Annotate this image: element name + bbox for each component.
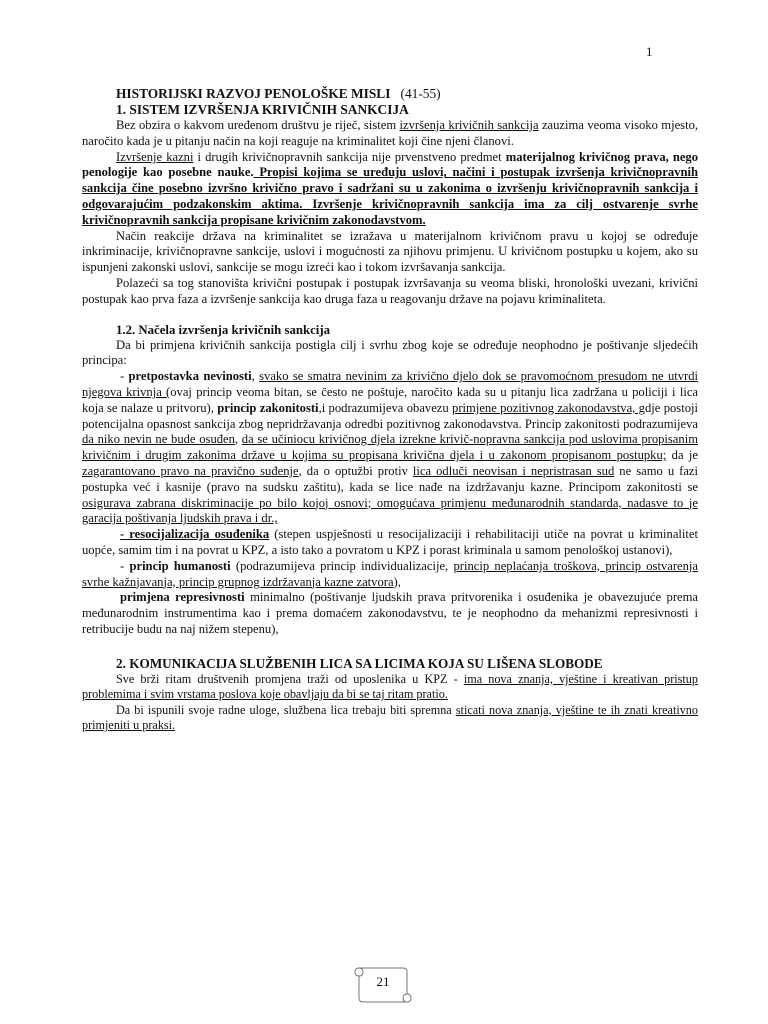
p6-underlined: ima nova znanja, vještine i kreativan pristup problemima i svim vrstama poslova koje obavljaju da bi se taj ritam pratio. — [82, 671, 698, 702]
title-text: HISTORIJSKI RAZVOJ PENOLOŠKE MISLI — [116, 86, 391, 101]
b1-bold-b: princip zakonitosti — [217, 400, 319, 415]
document-title — [82, 86, 698, 102]
b1-text-b: ovaj princip veoma bitan, se često ne poštuje, naročito kada su u pitanju lica zadržana u policiji i lica koja se nalaze u pritvoru), — [82, 384, 698, 415]
b2-text-a: (stepen uspješnosti u resocijalizaciji i rehabilitaciji utiče na povrat u kriminalitet uopće, samim tim i na povrat u KPZ, a isto tako a povratom u KPZ i porast kriminala u samom penološkoj ustanovi), — [82, 527, 699, 557]
bullet-repressiveness — [82, 590, 698, 637]
section-1-heading: 1. SISTEM IZVRŠENJA KRIVIČNIH SANKCIJA — [116, 102, 409, 117]
b1-text-e: , — [234, 432, 242, 447]
footer-scroll-ornament — [351, 962, 415, 1006]
section-1-2-heading: 1.2. Načela izvršenja krivičnih sankcija — [116, 322, 330, 337]
page-number-top: 1 — [646, 44, 653, 59]
section-2-heading: 2. KOMUNIKACIJA SLUŽBENIH LICA SA LICIMA KOJA SU LIŠENA SLOBODE — [116, 655, 603, 671]
p2-text-a: i drugih krivičnopravnih sankcija nije prvenstveno predmet — [193, 149, 506, 164]
b1-underlined-b: primjene pozitivnog zakonodavstva, g — [452, 400, 645, 415]
paragraph-6 — [82, 672, 698, 703]
b1-text-d: dje postoji potencijalna opasnost sankcija zbog nepridržavanja odredbi pozitivnog zakonodavstva. Princip zakonitosti podrazumijeva — [82, 400, 698, 431]
bullet-presumption-of-innocence — [82, 369, 698, 527]
p1-underlined: izvršenja krivičnih sankcija — [399, 118, 539, 132]
b1-text-h: ne samo u fazi postupka već i kasnije (pravo na sudsku zaštitu), kada se lice nađe na izdržavanju kazne. Principom zakonitosti se — [82, 463, 699, 494]
p1-text-b: zauzima veoma visoko mjesto, naročito kada je u pitanju način na koji reaguje na kriminalitet koji čine njeni članovi. — [82, 118, 699, 148]
paragraph-7 — [82, 703, 698, 734]
b1-underlined-a: svako se smatra nevinim za krivično djelo dok se pravomoćnom presudom ne utvrdi njegova krivnja ( — [82, 369, 699, 399]
b1-text-a: , — [251, 369, 260, 384]
title-page-range: (41-55) — [400, 86, 441, 101]
b1-underlined-e: zagarantovano pravo na pravično suđenje — [82, 463, 299, 478]
b3-bold: princip humanosti — [129, 558, 231, 573]
p7-underlined: sticati nova znanja, vještine te ih znati kreativno primjeniti u praksi. — [82, 702, 698, 733]
b3-underlined: princip neplaćanja troškova, princip ostvarenja svrhe kažnjavanja, princip grupnog izdržavanja kazne zatvora), — [82, 558, 699, 589]
b4-bold: primjena represivnosti — [120, 590, 245, 605]
bullet-humanity — [82, 559, 698, 591]
p2-bold: materijalnog krivičnog prava, nego penologije kao posebne nauke. — [82, 149, 699, 180]
paragraph-1 — [82, 118, 698, 150]
b1-underlined-f: lica odluči neovisan i nepristrasan sud — [412, 463, 615, 478]
b1-text-g: , da o optužbi protiv — [298, 463, 413, 478]
b1-text-c: ,i podrazumijeva obavezu — [318, 400, 453, 415]
b1-text-f: da je — [666, 448, 698, 463]
b1-underlined-g: osigurava zabrana diskriminacije po bilo kojoj osnovi; omogućava primjenu međunarodnih standarda, nadasve to je garacija poštivanja ljudskih prava i dr., — [82, 495, 698, 526]
b3-text-a: (podrazumijeva princip individualizacije, — [230, 558, 454, 573]
paragraph-5: Da bi primjena krivičnih sankcija postigla cilj i svrhu zbog koje se određuje neophodno je poštivanje sljedećih principa: — [82, 337, 698, 368]
p2-bold-underlined: Propisi kojima se uređuju uslovi, načini i postupak izvršenja krivičnopravnih sankcija čine posebno izvršno krivično pravo i sadržani su u zakonima o izvršenju krivičnopravnih sankcija i odgovarajućim podzakonskim aktima. Izvršenje krivičnopravnih sankcija ima za cilj ostvarenje svrhe krivičnopravnih sankcija propisane krivičnim zakonodavstvom. — [82, 165, 698, 227]
b4-text-a: minimalno (poštivanje ljudskih prava pritvorenika i osuđenika je obavezujuće prema međunarodnim instrumentima kao i prema domaćem zakonodavstvu, te je neophodno da mehanizmi represivnosti i retribucije budu na naj nižem stepenu), — [82, 590, 698, 636]
b1-underlined-c: da niko nevin ne bude osuđen — [82, 432, 235, 447]
b1-underlined-d: da se učiniocu krivičnog djela izrekne krivič-nopravna sankcija pod uslovima propisanim krivičnim i drugim zakonima države u kojima su propisana krivična djela i u zakonom propisanom postupku; — [82, 432, 698, 463]
bullet-dash: - — [120, 369, 129, 384]
paragraph-4: Polazeći sa tog stanovišta krivični postupak i postupak izvršavanja su veoma bliski, hronološki uvezani, krivični postupak kao prva faza a izvršenje sankcija kao druga faza u reagovanju države na pojavu kriminaliteta. — [82, 275, 698, 306]
page-number-footer: 21 — [376, 974, 390, 989]
p6-text-a: Sve brži ritam društvenih promjena traži od uposlenika u KPZ - — [116, 671, 464, 686]
bullet-resocialization — [82, 527, 698, 559]
p7-text-a: Da bi ispunili svoje radne uloge, službena lica trebaju biti spremna — [116, 702, 456, 717]
paragraph-3: Način reakcije država na kriminalitet se izražava u materijalnom krivičnom pravu u kojoj se određuje inkriminacije, krivičnopravne sankcije, uslovi i mogućnosti za njihovu primjenu. U krivičnom postupku u kojem, ako su ispunjeni zakonski uslovi, sankcije se mogu izreći kao i tokom izvršavanja sankcija. — [82, 228, 698, 275]
document-body — [82, 86, 698, 734]
bullet-dash: - — [120, 558, 130, 573]
p2-underlined: Izvršenje kazni — [116, 149, 194, 164]
b1-bold-a: pretpostavka nevinosti — [128, 369, 252, 384]
b2-bold-underlined: - resocijalizacija osuđenika — [120, 527, 270, 542]
p1-text-a: Bez obzira o kakvom uređenom društvu je riječ, sistem — [116, 118, 400, 132]
paragraph-2 — [82, 150, 698, 229]
